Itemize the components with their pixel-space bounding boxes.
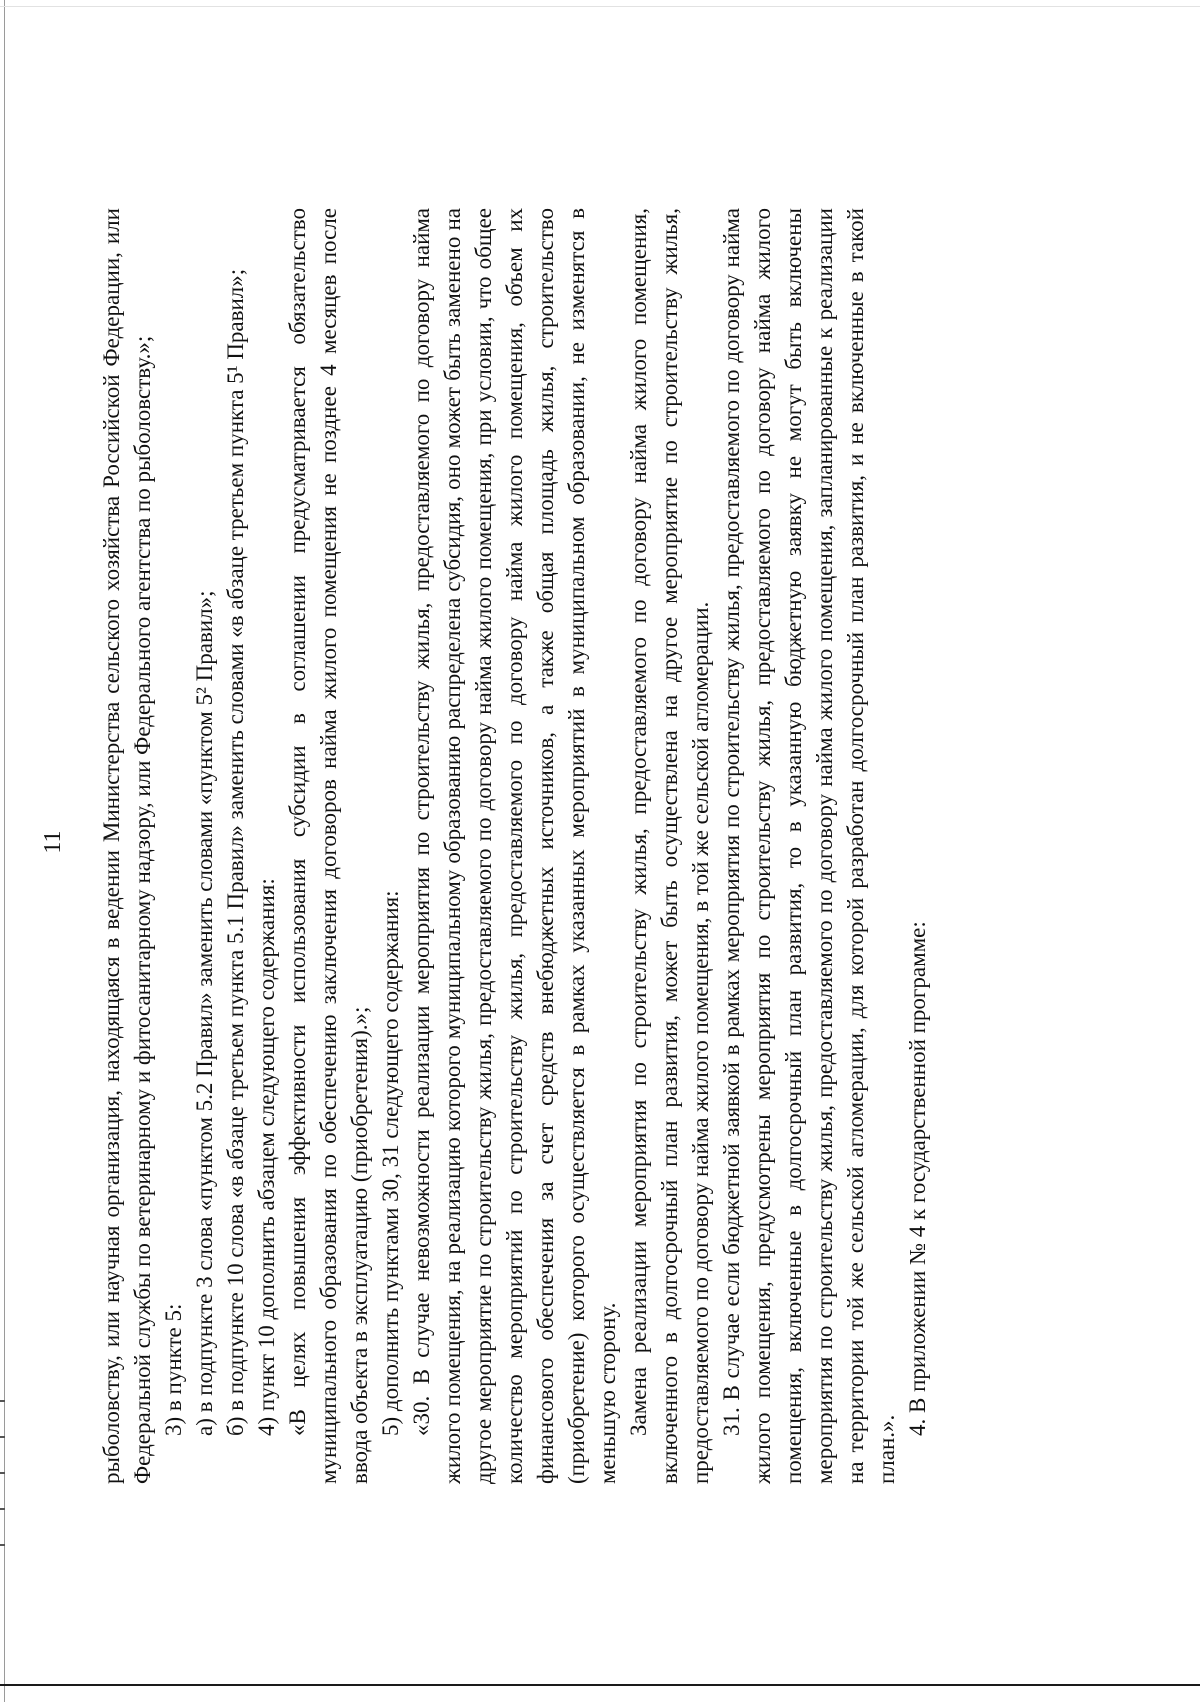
document-page	[38, 92, 1146, 1592]
paragraph-subitem-b: б) в подпункте 10 слова «в абзаце третьем пункта 5.1 Правил» заменить словами «в абзаце третьем пункта 5¹ Правил»;	[223, 268, 248, 1436]
paragraph-subsidy-efficiency: «В целях повышения эффективности использования субсидии в соглашении предусматривается обязательство муниципального образования по обеспечению заключения договоров найма жилого помещения не позднее 4 месяцев после ввода объекта в эксплуатацию (приобретения).»;	[285, 208, 372, 1484]
paragraph-point-31: 31. В случае если бюджетной заявкой в рамках мероприятия по строительству жилья, предоставляемого по договору найма жилого помещения, предусмотрены мероприятия по строительству жилья, предоставляемого по договору найма жилого помещения, включенные в долгосрочный план развития, то в указанную бюджетную заявку не могут быть включены мероприятия по строительству жилья, предоставляемого по договору найма жилого помещения, запланированные к реализации на территории той же сельской агломерации, для которой разработан долгосрочный план развития, и не включенные в такой план.».	[719, 208, 899, 1484]
paragraph-continuation: рыболовству, или научная организация, находящаяся в ведении Министерства сельского хозяйства Российской Федерации, или Федеральной службы по ветеринарному и фитосанитарному надзору, или Федерального агентства по рыболовству.»;	[99, 208, 155, 1484]
paragraph-item-5: 5) дополнить пунктами 30, 31 следующего содержания:	[378, 890, 403, 1436]
rotated-page-content	[38, 92, 1146, 1592]
paragraph-point-30: «30. В случае невозможности реализации мероприятия по строительству жилья, предоставляемого по договору найма жилого помещения, на реализацию которого муниципальному образованию распределена субсидия, оно может быть заменено на другое мероприятие по строительству жилья, предоставляемого по договору найма жилого помещения, при условии, что общее количество мероприятий по строительству жилья, предоставляемого по договору найма жилого помещения, объем их финансового обеспечения за счет средств внебюджетных источников, а также общая площадь жилья, строительство (приобретение) которого осуществляется в рамках указанных мероприятий в муниципальном образовании, не изменятся в меньшую сторону.	[409, 208, 620, 1484]
paragraph-replacement: Замена реализации мероприятия по строительству жилья, предоставляемого по договору найма жилого помещения, включенного в долгосрочный план развития, может быть осуществлена на другое мероприятие по строительству жилья, предоставляемого по договору найма жилого помещения, в той же сельской агломерации.	[626, 208, 713, 1484]
page-number: 11	[40, 830, 66, 854]
document-body	[96, 208, 933, 1484]
paragraph-item-4: 4) пункт 10 дополнить абзацем следующего содержания:	[254, 878, 279, 1436]
paragraph-item-3: 3) в пункте 5:	[161, 1303, 186, 1436]
scan-edge-marks	[0, 1400, 10, 1600]
scan-top-edge	[0, 6, 1200, 7]
paragraph-appendix-4: 4. В приложении № 4 к государственной программе:	[905, 921, 930, 1436]
paragraph-subitem-a: а) в подпункте 3 слова «пунктом 5.2 Правил» заменить словами «пунктом 5² Правил»;	[192, 590, 217, 1436]
scan-bottom-edge	[0, 1684, 1200, 1686]
